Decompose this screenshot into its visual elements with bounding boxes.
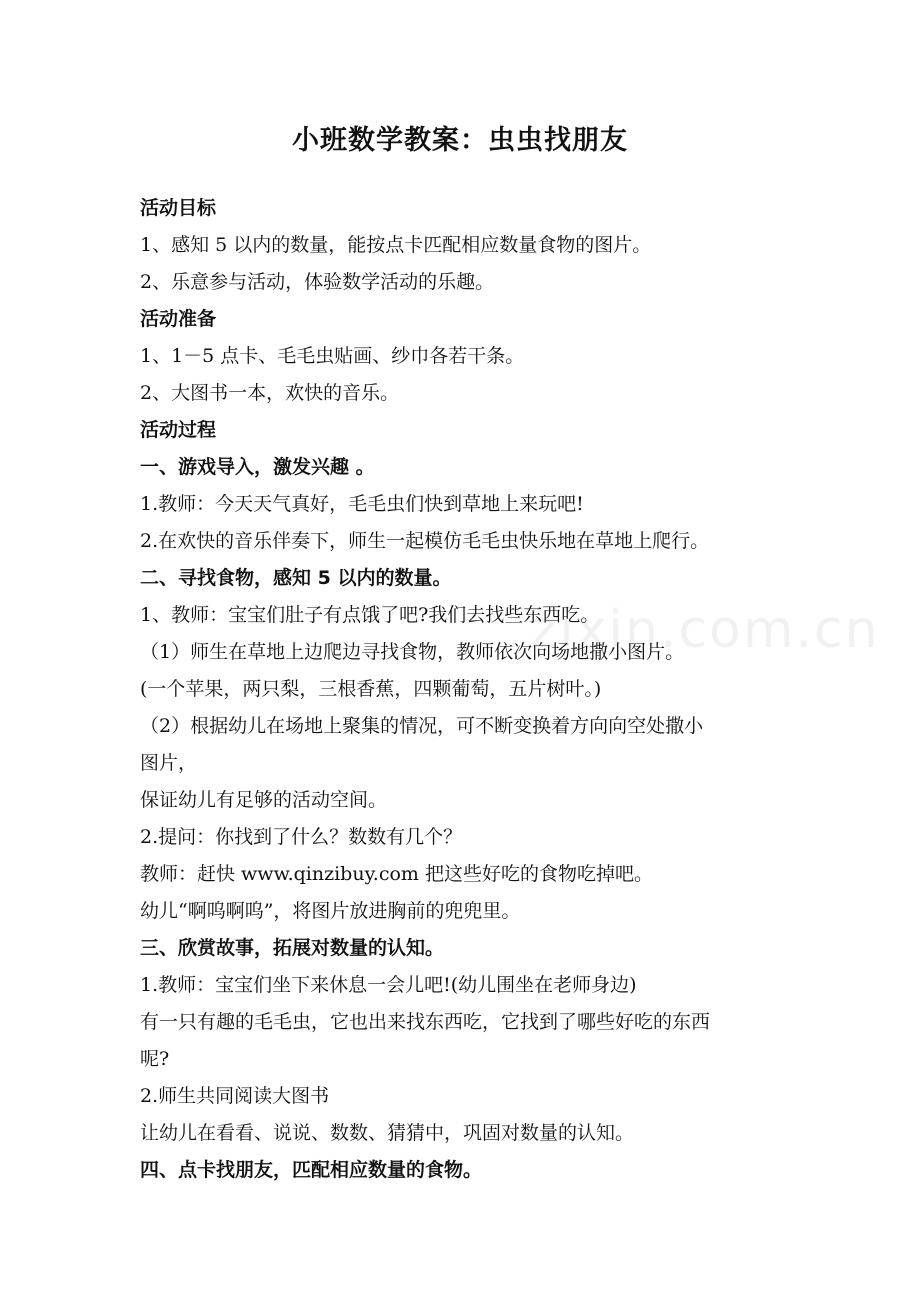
document-body <box>140 190 800 1189</box>
step-heading-2: 二、寻找食物，感知 5 以内的数量。 <box>140 567 452 589</box>
paragraph-line: 1.教师：今天天气真好，毛毛虫们快到草地上来玩吧! <box>140 493 584 515</box>
paragraph-line: 呢? <box>140 1048 170 1070</box>
paragraph-line-with-link: 教师：赶快 www.qinzibuy.com 把这些好吃的食物吃掉吧。 <box>140 863 653 885</box>
paragraph-line: 1、1－5 点卡、毛毛虫贴画、纱巾各若干条。 <box>140 345 525 367</box>
paragraph-line: (一个苹果，两只梨，三根香蕉，四颗葡萄，五片树叶。) <box>140 678 602 700</box>
paragraph-line: 2、大图书一本，欢快的音乐。 <box>140 382 400 404</box>
paragraph-line: 1、教师：宝宝们肚子有点饿了吧?我们去找些东西吃。 <box>140 604 600 626</box>
paragraph-line: 2、乐意参与活动，体验数学活动的乐趣。 <box>140 271 495 293</box>
section-heading-goals: 活动目标 <box>140 197 217 219</box>
paragraph-line: 2.师生共同阅读大图书 <box>140 1085 330 1107</box>
paragraph-line: 1、感知 5 以内的数量，能按点卡匹配相应数量食物的图片。 <box>140 234 652 256</box>
paragraph-line: 图片， <box>140 752 198 774</box>
section-heading-preparation: 活动准备 <box>140 308 217 330</box>
paragraph-line: 让幼儿在看看、说说、数数、猜猜中，巩固对数量的认知。 <box>140 1122 635 1144</box>
paragraph-line: 有一只有趣的毛毛虫，它也出来找东西吃，它找到了哪些好吃的东西 <box>140 1011 711 1033</box>
watermark: zixin.com.cn <box>530 600 880 660</box>
paragraph-line: 1.教师：宝宝们坐下来休息一会儿吧!(幼儿围坐在老师身边) <box>140 974 637 996</box>
paragraph-line: 2.在欢快的音乐伴奏下，师生一起模仿毛毛虫快乐地在草地上爬行。 <box>140 530 710 552</box>
step-heading-3: 三、欣赏故事，拓展对数量的认知。 <box>140 937 445 959</box>
paragraph-line: （2）根据幼儿在场地上聚集的情况，可不断变换着方向向空处撒小 <box>140 715 704 737</box>
paragraph-line: 保证幼儿有足够的活动空间。 <box>140 789 388 811</box>
step-heading-1: 一、游戏导入，激发兴趣 。 <box>140 456 375 478</box>
paragraph-line: 幼儿“啊呜啊呜”，将图片放进胸前的兜兜里。 <box>140 900 521 922</box>
document-title: 小班数学教案：虫虫找朋友 <box>292 125 628 156</box>
step-heading-4: 四、点卡找朋友，匹配相应数量的食物。 <box>140 1159 483 1181</box>
paragraph-line: （1）师生在草地上边爬边寻找食物，教师依次向场地撒小图片。 <box>140 641 685 663</box>
section-heading-process: 活动过程 <box>140 419 217 441</box>
paragraph-line: 2.提问：你找到了什么？数数有几个？ <box>140 826 463 848</box>
